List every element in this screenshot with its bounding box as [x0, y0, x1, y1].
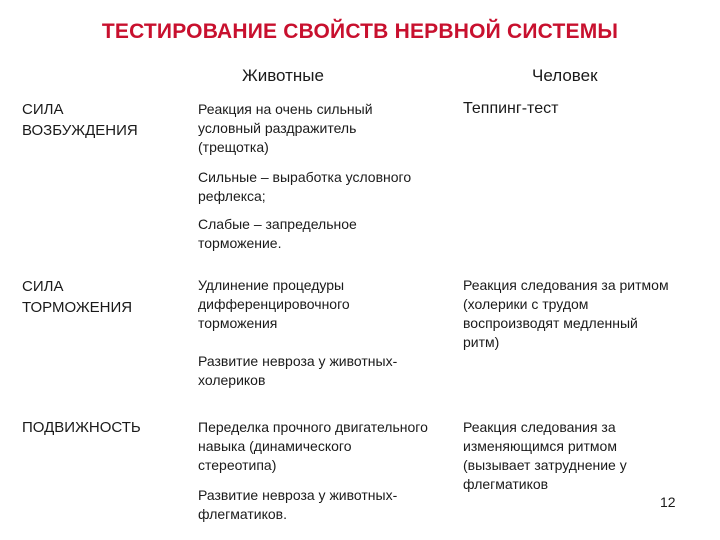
inhibition-animals-method: Удлинение процедуры дифференцировочного торможения — [198, 277, 350, 331]
row-label-mobility: ПОДВИЖНОСТЬ — [22, 419, 141, 436]
column-header-animals: Животные — [242, 66, 324, 85]
excitation-animals-weak: Слабые – запредельное торможение. — [198, 216, 357, 251]
excitation-animals-method: Реакция на очень сильный условный раздражитель (трещотка) — [198, 101, 373, 155]
mobility-animals-neurosis: Развитие невроза у животных-флегматиков. — [198, 487, 398, 522]
mobility-human-method: Реакция следования за изменяющимся ритмом (вызывает затруднение у флегматиков — [463, 419, 627, 492]
row-label-inhibition-strength: СИЛА ТОРМОЖЕНИЯ — [22, 278, 133, 316]
excitation-human-method: Теппинг-тест — [463, 100, 559, 117]
column-header-human: Человек — [532, 66, 598, 85]
slide-title: ТЕСТИРОВАНИЕ СВОЙСТВ НЕРВНОЙ СИСТЕМЫ — [101, 20, 619, 43]
page-number: 12 — [660, 494, 676, 510]
inhibition-human-method: Реакция следования за ритмом (холерики с трудом воспроизводят медленный ритм) — [463, 277, 669, 350]
mobility-animals-method: Переделка прочного двигательного навыка (динамического стереотипа) — [198, 419, 428, 473]
excitation-animals-strong: Сильные – выработка условного рефлекса; — [198, 169, 412, 204]
inhibition-animals-neurosis: Развитие невроза у животных-холериков — [198, 353, 398, 388]
row-label-excitation-strength: СИЛА ВОЗБУЖДЕНИЯ — [22, 101, 138, 139]
